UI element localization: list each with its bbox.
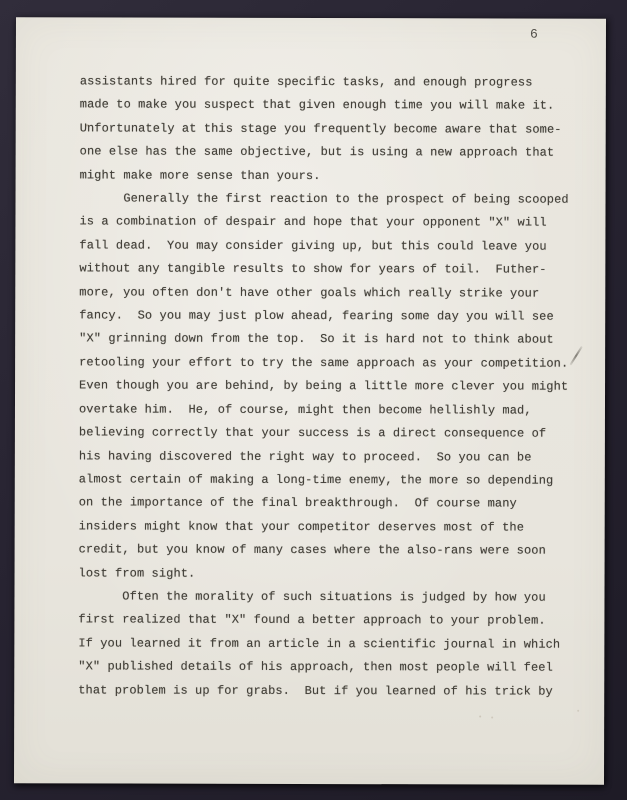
text-line: without any tangible results to show for years of toil. Futher- <box>79 261 547 277</box>
text-line: believing correctly that your success is a direct consequence of <box>78 425 547 441</box>
text-line: almost certain of making a long-time enemy, the more so depending <box>78 472 554 488</box>
text-line: Unfortunately at this stage you frequently become aware that some- <box>79 121 562 137</box>
text-line: is a combination of despair and hope that your opponent "X" will <box>79 214 547 231</box>
paper-speck <box>86 124 89 126</box>
text-line: Often the morality of such situations is judged by how you <box>78 589 546 605</box>
text-line: lost from sight. <box>78 565 196 581</box>
text-line: might make more sense than yours. <box>79 168 321 183</box>
text-line: fancy. So you may just plow ahead, fearing some day you will see <box>79 308 554 324</box>
paper-speck <box>577 710 579 712</box>
text-line: one else has the same objective, but is using a new approach that <box>79 144 555 160</box>
text-line: insiders might know that your competitor deserves most of the <box>78 519 525 535</box>
text-line: more, you often don't have other goals which really strike your <box>79 285 540 301</box>
paper-speck <box>491 716 493 718</box>
text-line: If you learned it from an article in a scientific journal in which <box>78 636 561 652</box>
text-line: that problem is up for grabs. But if you learned of his trick by <box>78 682 553 699</box>
paper-speck <box>479 715 481 717</box>
pencil-slash-mark <box>569 346 582 366</box>
text-line: first realized that "X" found a better approach to your problem. <box>78 612 546 628</box>
text-line: fall dead. You may consider giving up, but this could leave you <box>79 238 547 254</box>
document-page <box>14 17 606 785</box>
text-line: made to make you suspect that given enough time you will make it. <box>79 97 555 114</box>
text-line: Generally the first reaction to the prospect of being scooped <box>79 191 569 207</box>
text-line: Even though you are behind, by being a little more clever you might <box>79 378 569 394</box>
page-number: 6 <box>529 26 538 42</box>
text-line: on the importance of the final breakthrough. Of course many <box>78 495 517 511</box>
text-line: overtake him. He, of course, might then become hellishly mad, <box>78 402 532 418</box>
text-line: "X" grinning down from the top. So it is hard not to think about <box>79 331 554 348</box>
text-line: "X" published details of his approach, then most people will feel <box>78 659 553 675</box>
typewritten-text-block <box>78 70 569 703</box>
text-line: his having discovered the right way to proceed. So you can be <box>78 448 532 465</box>
text-line: assistants hired for quite specific tasks, and enough progress <box>79 74 533 90</box>
text-line: retooling your effort to try the same approach as your competition. <box>79 355 569 371</box>
text-line: credit, but you know of many cases where the also-rans were soon <box>78 542 546 558</box>
